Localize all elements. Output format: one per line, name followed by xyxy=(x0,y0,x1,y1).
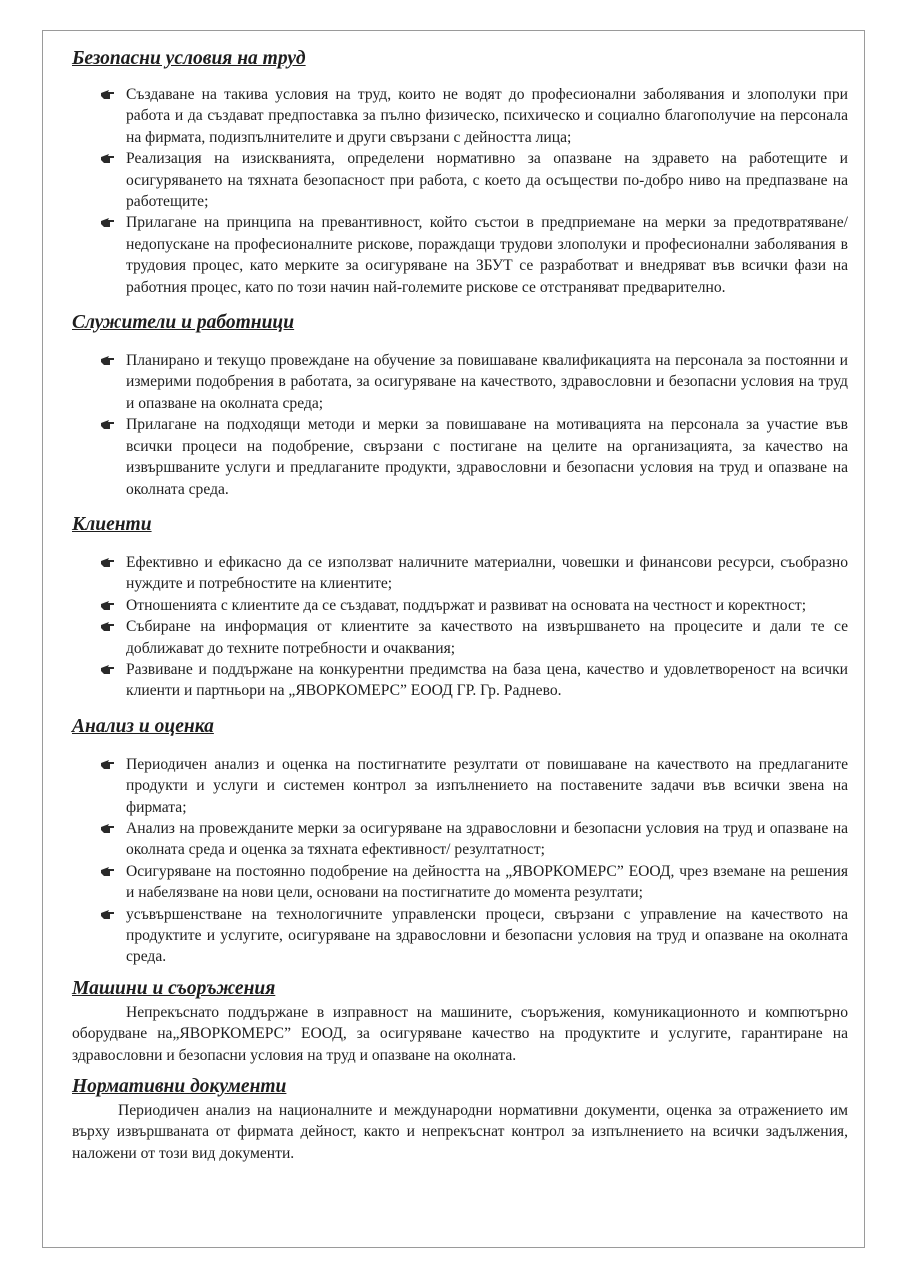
section-heading: Безопасни условия на труд xyxy=(72,48,306,69)
bullet-list xyxy=(72,754,848,968)
section-heading: Нормативни документи xyxy=(72,1076,287,1098)
hand-pointer-icon xyxy=(100,821,115,835)
section-safe-conditions xyxy=(72,46,848,298)
hand-pointer-icon xyxy=(100,598,115,612)
hand-pointer-icon xyxy=(100,864,115,878)
hand-pointer-icon xyxy=(100,417,115,431)
list-item: Анализ на провежданите мерки за осигуряване на здравословни и безопасни условия на труд и опазване на околната среда и оценка за тяхната ефективност/ резултатност; xyxy=(100,818,848,861)
bullet-list xyxy=(72,552,848,702)
hand-pointer-icon xyxy=(100,619,115,633)
hand-pointer-icon xyxy=(100,151,115,165)
list-item: Периодичен анализ и оценка на постигнатите резултати от повишаване на качеството на предлаганите продукти и услуги и системен контрол за изпълнението на поставените задачи във всички звена на фирмата; xyxy=(100,754,848,818)
section-heading: Служители и работници xyxy=(72,312,295,334)
section-clients xyxy=(72,512,848,702)
hand-pointer-icon xyxy=(100,215,115,229)
bullet-list xyxy=(72,350,848,500)
list-item: Прилагане на подходящи методи и мерки за повишаване на мотивацията на персонала за участие във всички процеси на подобрение, свързани с постигане на целите на организацията, за качество на извършваните услуги и предлаганите продукти, здравословни и безопасни условия на труд и опазване на околната среда. xyxy=(100,414,848,500)
list-item: Събиране на информация от клиентите за качеството на извършването на процесите и дали те се доближават до техните потребности и очаквания; xyxy=(100,616,848,659)
section-normative-documents xyxy=(72,1074,848,1164)
section-machines xyxy=(72,976,848,1066)
hand-pointer-icon xyxy=(100,353,115,367)
list-item: Осигуряване на постоянно подобрение на дейността на „ЯВОРКОМЕРС” ЕООД, чрез вземане на решения и набелязване на нови цели, основани на постигнатите до момента резултати; xyxy=(100,861,848,904)
hand-pointer-icon xyxy=(100,662,115,676)
list-item: Ефективно и ефикасно да се използват наличните материални, човешки и финансови ресурси, съобразно нуждите и потребностите на клиентите; xyxy=(100,552,848,595)
document-body xyxy=(72,46,848,1164)
list-item: Отношенията с клиентите да се създават, поддържат и развиват на основата на честност и коректност; xyxy=(100,595,848,616)
hand-pointer-icon xyxy=(100,555,115,569)
bullet-list xyxy=(72,84,848,298)
section-heading: Машини и съоръжения xyxy=(72,977,276,999)
section-heading: Анализ и оценка xyxy=(72,715,214,737)
list-item: Създаване на такива условия на труд, които не водят до професионални заболявания и злополуки при работа и да създават предпоставка за пълно физическо, психическо и социално благополучие на персонала на фирмата, подизпълнителите и други свързани с дейността лица; xyxy=(100,84,848,148)
list-item: Развиване и поддържане на конкурентни предимства на база цена, качество и удовлетвореност на всички клиенти и партньори на „ЯВОРКОМЕРС” ЕООД ГР. Гр. Раднево. xyxy=(100,659,848,702)
hand-pointer-icon xyxy=(100,757,115,771)
list-item: Прилагане на принципа на превантивност, който състои в предприемане на мерки за предотвратяване/ недопускане на професионалните рискове, пораждащи трудови злополуки и професионални заболявания в трудовия процес, като мерките за осигуряване на ЗБУТ се разработват и внедряват във всички фази на работния процес, като по този начин най-големите рискове се отстраняват предварително. xyxy=(100,212,848,298)
section-paragraph: Периодичен анализ на националните и международни нормативни документи, оценка за отражението им върху извършваната от фирмата дейност, както и непрекъснат контрол за изпълнението на всички задължения, наложени от този вид документи. xyxy=(72,1102,848,1162)
section-paragraph: Непрекъснато поддържане в изправност на машините, съоръжения, комуникационното и компютърно оборудване на„ЯВОРКОМЕРС” ЕООД, за осигуряване качество на продуктите и услугите, гарантиране на здравословни и безопасни условия на труд и опазване на околната. xyxy=(72,1003,848,1064)
list-item: усъвършенстване на технологичните управленски процеси, свързани с управление на качеството на продуктите и услугите, осигуряване на здравословни и безопасни условия на труд и опазване на околната среда. xyxy=(100,904,848,968)
list-item: Реализация на изискванията, определени нормативно за опазване на здравето на работещите и осигуряването на тяхната безопасност при работа, с което да осъществи по-добро ниво на предпазване на работещите; xyxy=(100,148,848,212)
hand-pointer-icon xyxy=(100,87,115,101)
section-analysis xyxy=(72,714,848,968)
section-employees xyxy=(72,310,848,500)
list-item: Планирано и текущо провеждане на обучение за повишаване квалификацията на персонала за постоянни и измерими подобрения в работата, за осигуряване на качеството, здравословни и безопасни условия на труд и опазване на околната среда; xyxy=(100,350,848,414)
hand-pointer-icon xyxy=(100,907,115,921)
section-heading: Клиенти xyxy=(72,513,152,535)
